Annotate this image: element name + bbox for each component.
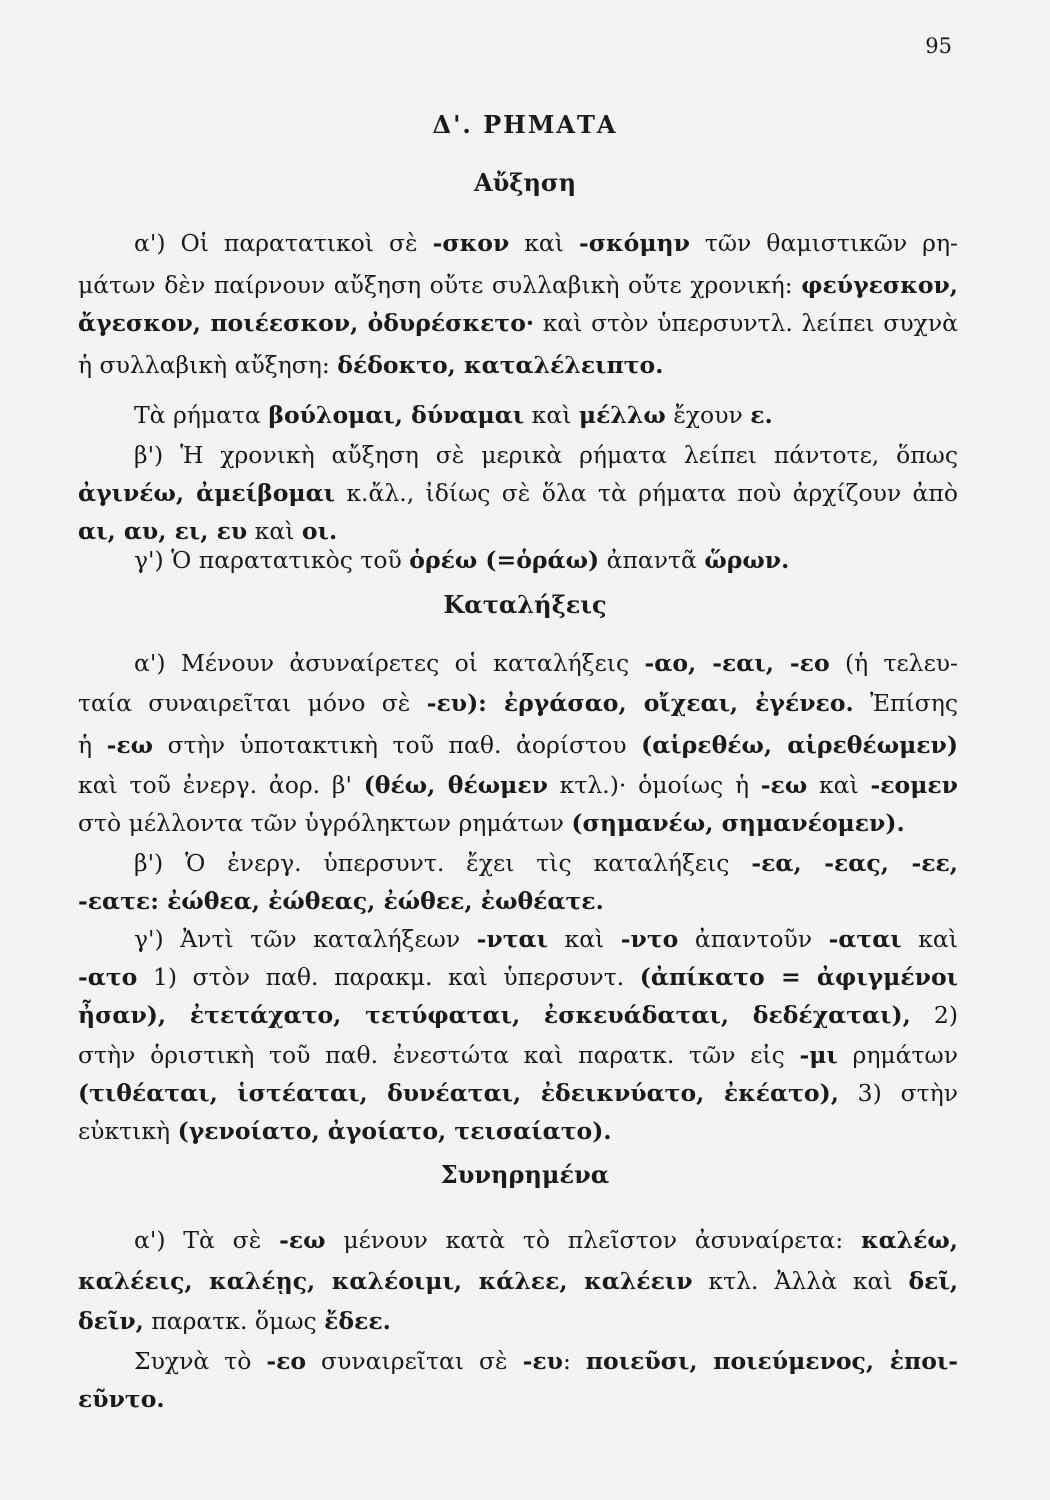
text-segment: γ') Ἀντὶ τῶν καταλήξεων (134, 925, 477, 953)
text-segment: α') Μένουν ἀσυναίρετες οἱ καταλήξεις (134, 649, 645, 677)
text-segment: (ἡ τελευ- (829, 649, 958, 677)
text-segment: Συχνὰ τὸ (134, 1347, 267, 1375)
bold-term: καλέεις, καλέῃς, καλέοιμι, κάλεε, καλέειν (78, 1267, 693, 1295)
text-line (134, 648, 958, 678)
section-heading: Δ'. ΡΗΜΑΤΑ (432, 110, 618, 139)
bold-term: -σκον (432, 229, 510, 257)
bold-term: φεύγεσκον, (801, 271, 958, 299)
text-segment: ἀπαντοῦν (678, 925, 829, 953)
text-segment: α') Οἱ παρατατικοὶ σὲ (134, 229, 433, 257)
bold-term: -εο (266, 1347, 307, 1375)
text-line (78, 962, 958, 992)
text-segment: Τὰ ρήματα (134, 401, 269, 429)
bold-term: ε. (750, 401, 773, 429)
bold-term: αι, αυ, ει, ευ (78, 517, 248, 545)
text-segment: 2) (910, 1001, 959, 1029)
text-segment: 1) στὸν παθ. παρακμ. καὶ ὑπερσυντ. (137, 963, 640, 991)
bold-term: (θέω, θέωμεν (363, 771, 548, 799)
bold-term: -ευ): ἐργάσαο, οἴχεαι, ἐγένεο. (426, 689, 854, 717)
bold-term: καλέω, (860, 1226, 958, 1254)
bold-term: (ἀπίκατο = ἀφιγμένοι (639, 963, 958, 991)
text-segment: β') Ὁ ἐνεργ. ὑπερσυντ. ἔχει τὶς καταλήξεις (134, 849, 752, 877)
text-segment: καὶ (807, 771, 871, 799)
text-segment: γ') Ὁ παρατατικὸς τοῦ (134, 546, 410, 574)
text-segment: καὶ (524, 401, 579, 429)
text-segment: εὐκτικὴ (78, 1117, 178, 1145)
text-segment: ταία συναιρεῖται μόνο σὲ (78, 689, 427, 717)
bold-term: -εω (279, 1226, 326, 1254)
bold-term: ποιεῦσι, ποιεύμενος, ἐποι- (585, 1347, 958, 1375)
text-segment: : (562, 1347, 586, 1375)
subheading-synirimena: Συνηρημένα (440, 1160, 610, 1189)
bold-term: -σκόμην (578, 229, 690, 257)
text-segment: στὴν ὑποτακτικὴ τοῦ παθ. ἀορίστου (153, 731, 642, 759)
text-segment: καὶ (901, 925, 958, 953)
text-line (78, 516, 958, 546)
bold-term: ὁρέω (=ὁράω) (409, 546, 600, 574)
bold-term: -εατε: ἐώθεα, ἐώθεας, ἐώθεε, ἐωθέατε. (78, 887, 604, 915)
subheading-katalixeis: Καταλήξεις (443, 590, 607, 619)
text-line (78, 1000, 958, 1030)
bold-term: -εω (106, 731, 154, 759)
text-line (134, 1225, 958, 1255)
bold-term: -ντο (620, 925, 679, 953)
text-segment: β') Ἡ χρονικὴ αὔξηση σὲ μερικὰ ρήματα λείπει πάντοτε, ὅπως (134, 441, 958, 469)
text-segment: καὶ (509, 229, 579, 257)
text-segment: στὸ μέλλοντα τῶν ὑγρόληκτων ρημάτων (78, 809, 572, 837)
text-segment: Ἐπίσης (853, 689, 958, 717)
bold-term: δέδοκτο, καταλέλειπτο. (337, 351, 664, 379)
bold-term: -νται (476, 925, 548, 953)
bold-term: -μι (799, 1041, 838, 1069)
bold-term: (αἱρεθέω, αἱρεθέωμεν) (641, 731, 958, 759)
text-segment: ἀπαντᾶ (599, 546, 705, 574)
text-line (134, 440, 958, 470)
text-segment: συναιρεῖται σὲ (306, 1347, 523, 1375)
text-line (78, 478, 958, 508)
bold-term: ὥρων. (704, 546, 790, 574)
text-segment: κ.ἄλ., ἰδίως σὲ ὅλα τὰ ρήματα ποὺ ἀρχίζουν ἀπὸ (335, 479, 958, 507)
bold-term: δεῖ, (908, 1267, 958, 1295)
text-line (78, 886, 958, 916)
text-segment: καὶ τοῦ ἐνεργ. ἀορ. β' (78, 771, 364, 799)
bold-term: δεῖν, (78, 1307, 144, 1335)
text-segment: ἡ (78, 731, 107, 759)
bold-term: -εα, -εας, -εε, (751, 849, 958, 877)
bold-term: -αο, -εαι, -εο (644, 649, 830, 677)
text-segment: καὶ (547, 925, 621, 953)
bold-term: (σημανέω, σημανέομεν). (571, 809, 905, 837)
text-segment: καὶ (247, 517, 302, 545)
text-segment: 3) στὴν (838, 1079, 958, 1107)
text-line (134, 545, 958, 575)
bold-term: ἔδεε. (324, 1307, 391, 1335)
text-segment: α') Τὰ σὲ (134, 1226, 280, 1254)
text-segment: μάτων δὲν παίρνουν αὔξηση οὔτε συλλαβικὴ οὔτε χρονική: (78, 271, 802, 299)
text-line (78, 1306, 958, 1336)
bold-term: εῦντο. (78, 1385, 165, 1413)
bold-term: ἀγινέω, ἀμείβομαι (78, 479, 336, 507)
bold-term: -αται (828, 925, 902, 953)
text-line (78, 1078, 958, 1108)
text-line (78, 1116, 958, 1146)
bold-term: ἄγεσκον, ποιέεσκον, ὀδυρέσκετο· (78, 309, 535, 337)
text-segment: παρατκ. ὅμως (143, 1307, 325, 1335)
text-segment: ἔχουν (665, 401, 751, 429)
text-line (78, 1384, 958, 1414)
bold-term: (γενοίατο, ἀγοίατο, τεισαίατο). (177, 1117, 612, 1145)
bold-term: -ευ (522, 1347, 563, 1375)
page-number: 95 (925, 34, 952, 58)
text-line (78, 308, 958, 338)
text-segment: στὴν ὁριστικὴ τοῦ παθ. ἐνεστώτα καὶ παρατκ. τῶν εἰς (78, 1041, 800, 1069)
text-segment: κτλ.)· ὁμοίως ἡ (547, 771, 761, 799)
bold-term: -εομεν (870, 771, 958, 799)
text-line (78, 808, 958, 838)
text-line (78, 688, 958, 718)
text-line (134, 228, 958, 258)
text-segment: τῶν θαμιστικῶν ρη- (689, 229, 958, 257)
text-line (78, 350, 958, 380)
text-segment: μένουν κατὰ τὸ πλεῖστον ἀσυναίρετα: (325, 1226, 861, 1254)
text-line (78, 770, 958, 800)
text-line (78, 1040, 958, 1070)
bold-term: ἦσαν), ἐτετάχατο, τετύφαται, ἐσκευάδαται, δεδέχαται), (78, 1001, 911, 1029)
text-line (134, 400, 958, 430)
text-line (134, 848, 958, 878)
text-segment: ἡ συλλαβικὴ αὔξηση: (78, 351, 338, 379)
text-segment: καὶ στὸν ὑπερσυντλ. λείπει συχνὰ (534, 309, 959, 337)
bold-term: -ατο (78, 963, 138, 991)
bold-term: μέλλω (578, 401, 666, 429)
text-line (78, 1266, 958, 1296)
bold-term: (τιθέαται, ἱστέαται, δυνέαται, ἐδεικνύατο, ἐκέατο), (78, 1079, 839, 1107)
bold-term: οι. (301, 517, 338, 545)
bold-term: βούλομαι, δύναμαι (268, 401, 525, 429)
text-segment: ρημάτων (837, 1041, 958, 1069)
text-line (78, 270, 958, 300)
text-segment: κτλ. Ἀλλὰ καὶ (692, 1267, 909, 1295)
text-line (134, 924, 958, 954)
subheading-auxesi: Αὔξηση (473, 168, 577, 197)
text-line (78, 730, 958, 760)
bold-term: -εω (760, 771, 808, 799)
text-line (134, 1346, 958, 1376)
